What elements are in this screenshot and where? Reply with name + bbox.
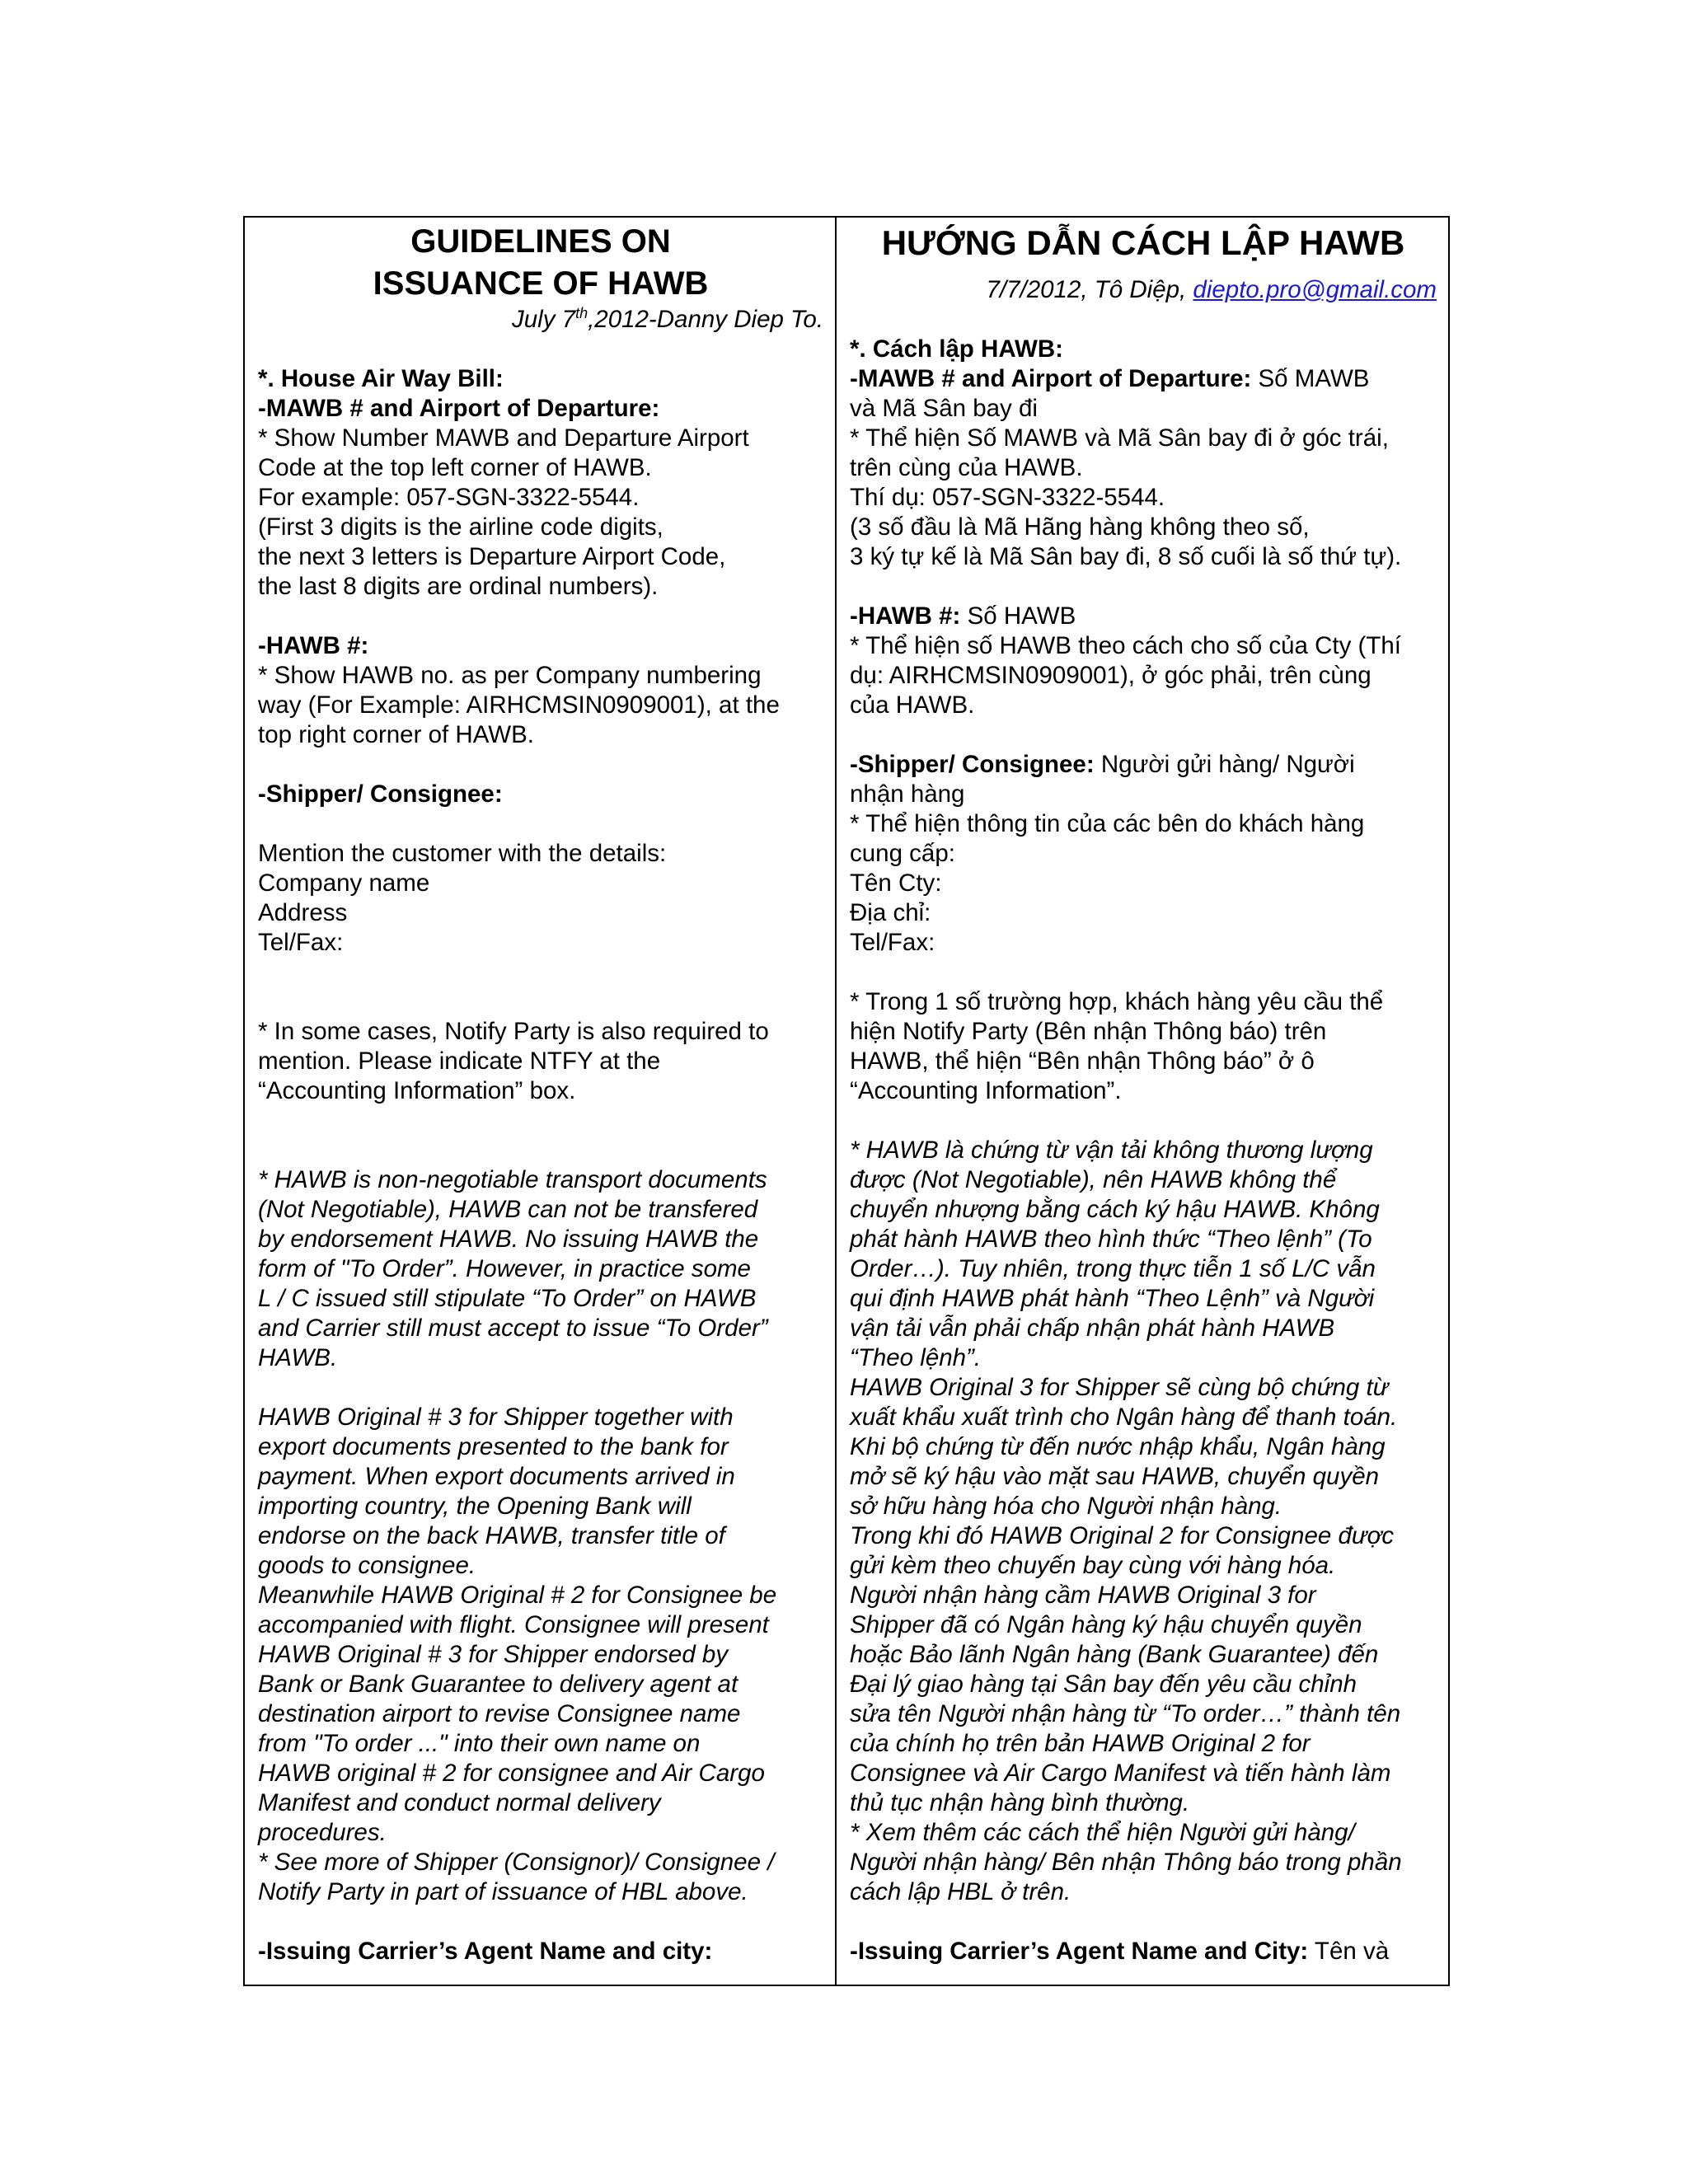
mawb-text: * Show Number MAWB and Departure Airport Code at the top left corner of HAWB. For example: 057-SGN-3322-5544. (First 3 digits is the airline code digits, the next 3 letters is Departure Airport Code, the last 8 digits are ordinal numbers). xyxy=(258,424,749,600)
email-link[interactable]: diepto.pro@gmail.com xyxy=(1193,276,1437,303)
notify-vn-text: * Trong 1 số trường hợp, khách hàng yêu cầu thể hiện Notify Party (Bên nhận Thông báo) trên HAWB, thể hiện “Bên nhận Thông báo” ở ô “Accounting Information”. xyxy=(850,988,1384,1104)
mawb-heading: -MAWB # and Airport of Departure: xyxy=(258,395,660,422)
vietnamese-column xyxy=(837,218,1448,1985)
issuing-agent-vn-heading: -Issuing Carrier’s Agent Name and City: Tên và xyxy=(850,1938,1390,1965)
shipper-heading: -Shipper/ Consignee: xyxy=(258,780,503,808)
english-date-author: July 7th,2012-Danny Diep To. xyxy=(512,305,823,333)
notify-text: * In some cases, Notify Party is also required to mention. Please indicate NTFY at the “Accounting Information” box. xyxy=(258,1018,769,1104)
english-title-line1: GUIDELINES ON xyxy=(410,223,671,260)
original-hawb-text: HAWB Original # 3 for Shipper together with export documents presented to the bank for payment. When export documents arrived in importing country, the Opening Bank will endorse on the back HAWB, transfer title of goods to consignee. Meanwhile HAWB Original # 2 for Consignee be accompanied with flight. Consignee will present HAWB Original # 3 for Shipper endorsed by Bank or Bank Guarantee to delivery agent at destination airport to revise Consignee name from "To order ..." into their own name on HAWB original # 2 for consignee and Air Cargo Manifest and conduct normal delivery procedures. * See more of Shipper (Consignor)/ Consignee / Notify Party in part of issuance of HBL above. xyxy=(258,1404,777,1905)
hawb-text: * Show HAWB no. as per Company numbering way (For Example: AIRHCMSIN0909001), at the top right corner of HAWB. xyxy=(258,662,780,748)
vietnamese-date-author: 7/7/2012, Tô Diệp, diepto.pro@gmail.com xyxy=(986,276,1437,303)
shipper-vn-text: -Shipper/ Consignee: Người gửi hàng/ Người nhận hàng * Thể hiện thông tin của các bên do khách hàng cung cấp: Tên Cty: Địa chỉ: Tel/Fax: xyxy=(850,751,1365,956)
vietnamese-title: HƯỚNG DẪN CÁCH LẬP HAWB xyxy=(881,223,1405,262)
cach-lap-heading: *. Cách lập HAWB: xyxy=(850,335,1063,363)
hawb-heading: -HAWB #: xyxy=(258,632,369,659)
hawb-vn-text: -HAWB #: Số HAWB * Thể hiện số HAWB theo cách cho số của Cty (Thí dụ: AIRHCMSIN0909001), ở góc phải, trên cùng của HAWB. xyxy=(850,602,1401,719)
non-negotiable-text: * HAWB is non-negotiable transport documents (Not Negotiable), HAWB can not be transfered by endorsement HAWB. No issuing HAWB the form of "To Order”. However, in practice some L / C issued still stipulate “To Order” on HAWB and Carrier still must accept to issue “To Order” HAWB. xyxy=(258,1166,768,1371)
issuing-agent-heading: -Issuing Carrier’s Agent Name and city: xyxy=(258,1938,713,1965)
house-awb-heading: *. House Air Way Bill: xyxy=(258,365,504,392)
shipper-text: Mention the customer with the details: Company name Address Tel/Fax: xyxy=(258,840,667,956)
guidelines-table xyxy=(243,216,1450,1986)
english-title-line2: ISSUANCE OF HAWB xyxy=(373,265,709,302)
english-column xyxy=(245,218,837,1985)
mawb-vn-text: -MAWB # and Airport of Departure: Số MAWB và Mã Sân bay đi * Thể hiện Số MAWB và Mã Sân bay đi ở góc trái, trên cùng của HAWB. Thí dụ: 057-SGN-3322-5544. (3 số đầu là Mã Hãng hàng không theo số, 3 ký tự kế là Mã Sân bay đi, 8 số cuối là số thứ tự). xyxy=(850,365,1402,570)
non-negotiable-vn-text: * HAWB là chứng từ vận tải không thương lượng được (Not Negotiable), nên HAWB không thể chuyển nhượng bằng cách ký hậu HAWB. Không phát hành HAWB theo hình thức “Theo lệnh” (To Order…). Tuy nhiên, trong thực tiễn 1 số L/C vẫn qui định HAWB phát hành “Theo Lệnh” và Người vận tải vẫn phải chấp nhận phát hành HAWB “Theo lệnh”. HAWB Original 3 for Shipper sẽ cùng bộ chứng từ xuất khẩu xuất trình cho Ngân hàng để thanh toán. Khi bộ chứng từ đến nước nhập khẩu, Ngân hàng mở sẽ ký hậu vào mặt sau HAWB, chuyển quyền sở hữu hàng hóa cho Người nhận hàng. Trong khi đó HAWB Original 2 for Consignee được gửi kèm theo chuyến bay cùng với hàng hóa. Người nhận hàng cầm HAWB Original 3 for Shipper đã có Ngân hàng ký hậu chuyển quyền hoặc Bảo lãnh Ngân hàng (Bank Guarantee) đến Đại lý giao hàng tại Sân bay đến yêu cầu chỉnh sửa tên Người nhận hàng từ “To order…” thành tên của chính họ trên bản HAWB Original 2 for Consignee và Air Cargo Manifest và tiến hành làm thủ tục nhận hàng bình thường. * Xem thêm các cách thể hiện Người gửi hàng/ Người nhận hàng/ Bên nhận Thông báo trong phần cách lập HBL ở trên. xyxy=(850,1137,1402,1905)
